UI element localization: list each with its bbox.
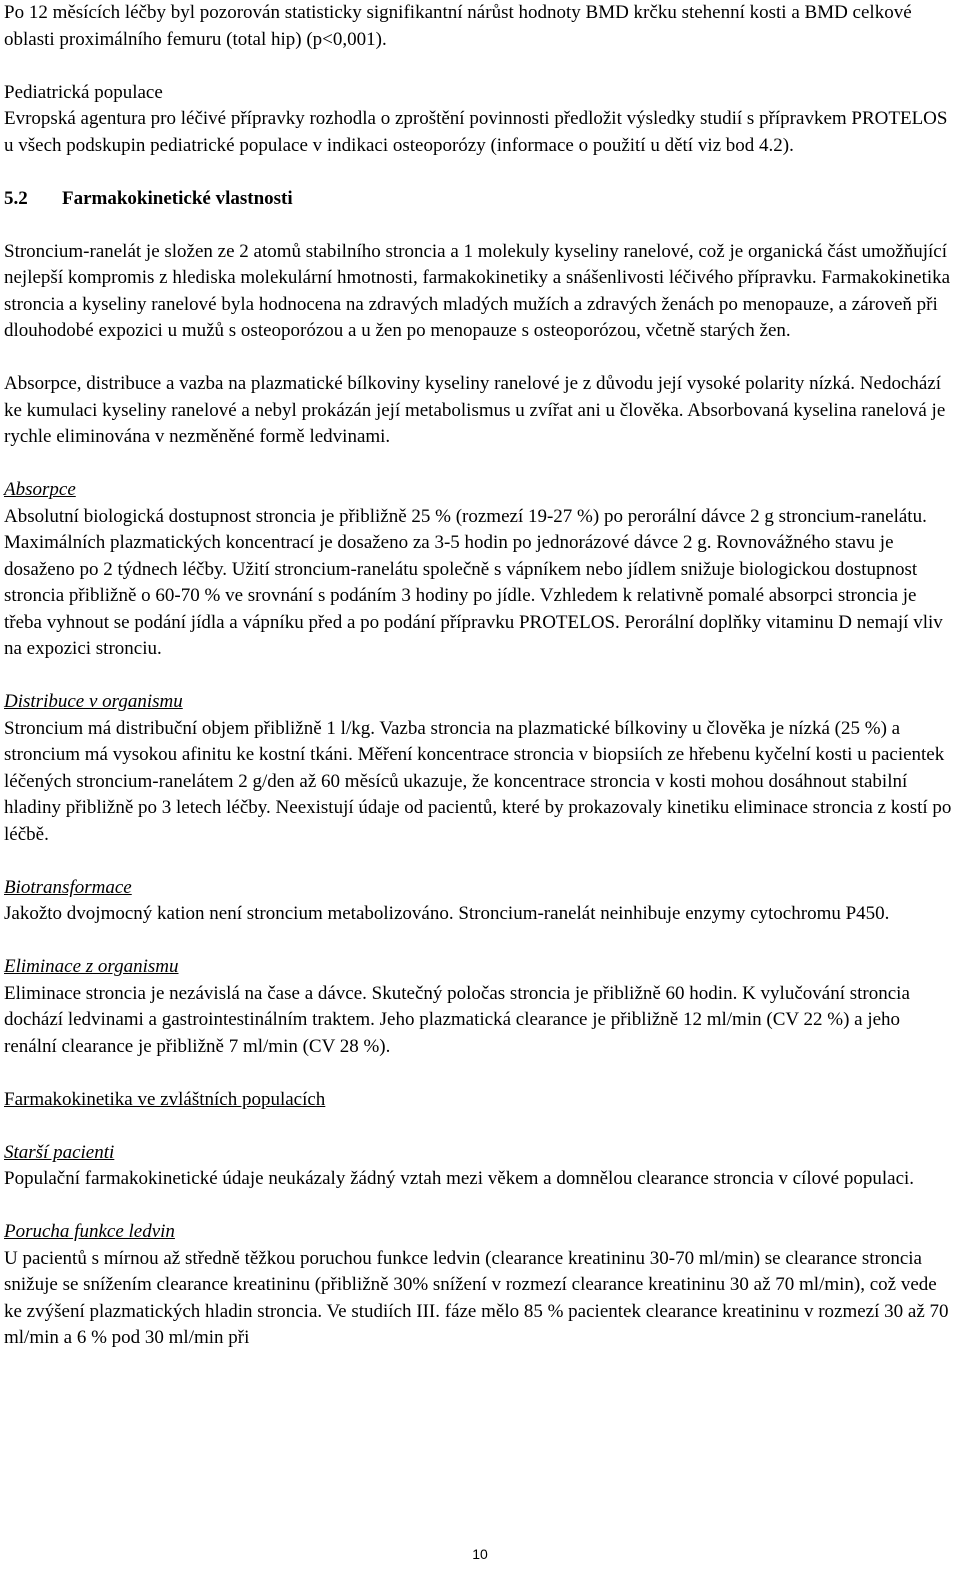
- elderly-paragraph: Populační farmakokinetické údaje neukázaly žádný vztah mezi věkem a domnělou clearance stroncia v cílové populaci.: [4, 1168, 915, 1189]
- absorption-block: [4, 477, 954, 663]
- elimination-block: [4, 954, 954, 1060]
- section-number: 5.2: [4, 187, 28, 209]
- renal-paragraph: U pacientů s mírnou až středně těžkou poruchou funkce ledvin (clearance kreatininu 30-70 ml/min) se clearance stroncia snižuje se snížením clearance kreatininu (přibližně 30% snížení v rozmezí clearance kreatininu 30 až 70 ml/min), což vede ke zvýšení plazmatických hladin stroncia. Ve studiích III. fáze mělo 85 % pacientek clearance kreatininu v rozmezí 30 až 70 ml/min a 6 % pod 30 ml/min při: [4, 1247, 949, 1348]
- biotransformation-block: [4, 875, 954, 928]
- intro-block: [4, 0, 954, 53]
- distribution-block: [4, 689, 954, 848]
- page-number: 10: [472, 1546, 488, 1562]
- elderly-heading: Starší pacienti: [4, 1141, 115, 1163]
- pediatric-paragraph: Evropská agentura pro léčivé přípravky rozhodla o zproštění povinnosti předložit výsledky studií s přípravkem PROTELOS u všech podskupin pediatrické populace v indikaci osteoporózy (informace o použití u dětí viz bod 4.2).: [4, 108, 948, 156]
- renal-heading: Porucha funkce ledvin: [4, 1221, 175, 1242]
- intro-paragraph: Po 12 měsících léčby byl pozorován statisticky signifikantní nárůst hodnoty BMD krčku stehenní kosti a BMD celkové oblasti proximálního femuru (total hip) (p<0,001).: [4, 2, 912, 50]
- elimination-heading: Eliminace z organismu: [4, 956, 179, 977]
- elimination-paragraph: Eliminace stroncia je nezávislá na čase a dávce. Skutečný poločas stroncia je přibližně 60 hodin. K vylučování stroncia dochází ledvinami a gastrointestinálním traktem. Jeho plazmatická clearance je přibližně 12 ml/min (CV 22 %) a jeho renální clearance je přibližně 7 ml/min (CV 28 %).: [4, 982, 910, 1057]
- absorption-heading: Absorpce: [4, 479, 76, 500]
- pediatric-heading: Pediatrická populace: [4, 81, 163, 103]
- document-page: [4, 0, 954, 1378]
- elderly-block: [4, 1140, 954, 1193]
- pk-paragraph-1-block: [4, 239, 954, 345]
- section-title: Farmakokinetické vlastnosti: [62, 187, 293, 209]
- biotransformation-paragraph: Jakožto dvojmocný kation není stroncium metabolizováno. Stroncium-ranelát neinhibuje enzymy cytochromu P450.: [4, 903, 890, 924]
- section-heading: [4, 186, 954, 213]
- pk-paragraph-1: Stroncium-ranelát je složen ze 2 atomů stabilního stroncia a 1 molekuly kyseliny ranelové, což je organická část umožňující nejlepší kompromis z hlediska molekulární hmotnosti, farmakokinetiky a snášenlivosti léčivého přípravku. Farmakokinetika stroncia a kyseliny ranelové byla hodnocena na zdravých mladých mužích a zdravých ženách po menopauze, a zároveň při dlouhodobé expozici u mužů s osteoporózou a u žen po menopauze s osteoporózou, včetně starých žen.: [4, 240, 951, 341]
- special-populations-heading: Farmakokinetika ve zvláštních populacích: [4, 1088, 326, 1110]
- pk-paragraph-2: Absorpce, distribuce a vazba na plazmatické bílkoviny kyseliny ranelové je z důvodu její vysoké polarity nízká. Nedochází ke kumulaci kyseliny ranelové a nebyl prokázán její metabolismus u zvířat ani u člověka. Absorbovaná kyselina ranelová je rychle eliminována v nezměněné formě ledvinami.: [4, 373, 946, 447]
- distribution-paragraph: Stroncium má distribuční objem přibližně 1 l/kg. Vazba stroncia na plazmatické bílkoviny u člověka je nízká (25 %) a stroncium má vysokou afinitu ke kostní tkáni. Měření koncentrace stroncia v biopsiích ze hřebenu kyčelní kosti u pacientek léčených stroncium-ranelátem 2 g/den až 60 měsíců ukazuje, že koncentrace stroncia v kosti mohou dosáhnout stabilní hladiny přibližně po 3 letech léčby. Neexistují údaje od pacientů, které by prokazovaly kinetiku eliminace stroncia z kostí po léčbě.: [4, 717, 952, 845]
- biotransformation-heading: Biotransformace: [4, 876, 132, 898]
- renal-block: [4, 1219, 954, 1352]
- special-populations-block: [4, 1087, 954, 1114]
- pediatric-block: [4, 80, 954, 160]
- pk-paragraph-2-block: [4, 371, 954, 451]
- absorption-paragraph: Absolutní biologická dostupnost stroncia je přibližně 25 % (rozmezí 19-27 %) po perorální dávce 2 g stroncium-ranelátu. Maximálních plazmatických koncentrací je dosaženo za 3-5 hodin po jednorázové dávce 2 g. Rovnovážného stavu je dosaženo po 2 týdnech léčby. Užití stroncium-ranelátu společně s vápníkem nebo jídlem snižuje biologickou dostupnost stroncia přibližně o 60-70 % ve srovnání s podáním 3 hodiny po jídle. Vzhledem k relativně pomalé absorpci stroncia je třeba vyhnout se podání jídla a vápníku před a po podání přípravku PROTELOS. Perorální doplňky vitaminu D nemají vliv na expozici stronciu.: [4, 505, 943, 659]
- distribution-heading: Distribuce v organismu: [4, 691, 183, 712]
